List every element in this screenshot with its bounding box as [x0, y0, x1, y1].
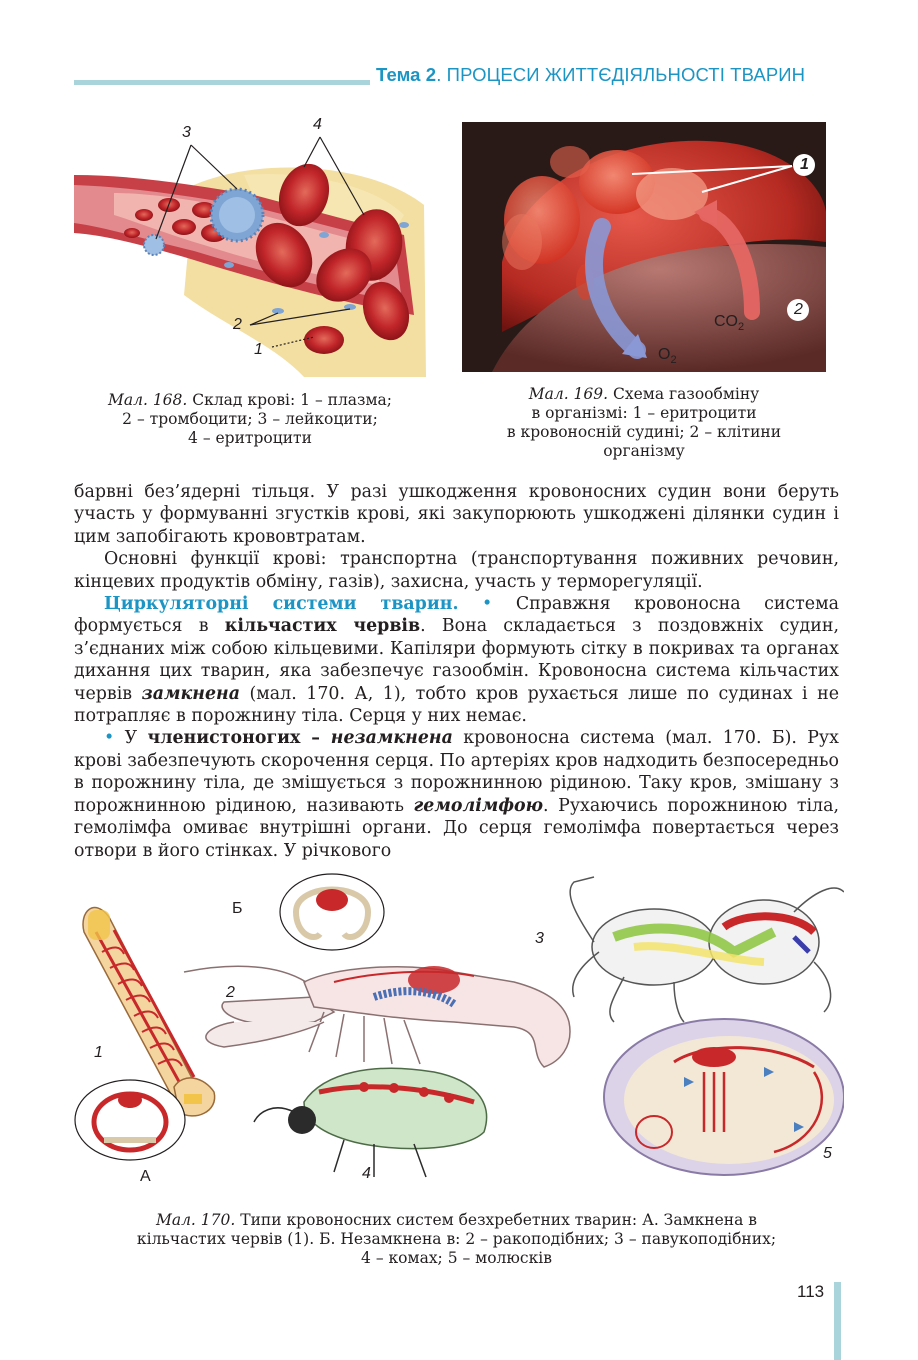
co2-text: CO	[714, 313, 738, 330]
insect-illustration	[254, 1068, 487, 1177]
fig170-num-4: 4	[362, 1165, 371, 1182]
fig168-label-3: 3	[182, 124, 191, 141]
fig170-caption-num: Мал. 170.	[155, 1211, 236, 1229]
p3-bold-term: кільчастих червів	[224, 616, 421, 637]
p4-text-d: кровоносна система (мал. 170. Б). Рух крові забезпечують скорочення серця. По артеріях кров надходить безпосередньо в порожнину тіла, де змішується з порожнинною рідиною. Таку кров, змішану з порожнинною рідиною, називають	[74, 728, 839, 816]
p4-italic-term: незамкнена	[330, 728, 453, 749]
fig169-caption-line3: в кровоносній судині; 2 – клітини	[506, 423, 782, 441]
fig169-co2-label	[714, 313, 744, 333]
figure-168-blood-composition	[74, 115, 426, 377]
p4-text-f: . Рухаючись порожниною тіла, гемолімфа омиває внутрішні органи. До серця гемолімфа повертається через отвори в його стінках. У річкового	[74, 795, 839, 861]
fig170-label-a: А	[140, 1168, 151, 1185]
mollusc-illustration	[604, 1019, 844, 1175]
paragraph-2: Основні функції крові: транспортна (транспортування поживних речовин, кінцевих продуктів обміну, газів), захисна, участь у терморегуляції.	[74, 549, 839, 592]
fig170-num-3: 3	[535, 930, 544, 947]
fig168-caption-line3: 4 – еритроцити	[188, 429, 312, 447]
paragraph-4	[74, 727, 839, 861]
p4-bold-term: членистоногих –	[147, 728, 331, 749]
fig169-caption-line2: в організмі: 1 – еритроцити	[531, 404, 757, 422]
crayfish-illustration	[184, 966, 570, 1067]
p4-text-a: У	[124, 728, 148, 749]
fig170-num-1: 1	[94, 1044, 103, 1061]
fig168-caption-num: Мал. 168.	[107, 391, 188, 409]
fig169-label-1: 1	[800, 156, 809, 173]
paragraph-3	[74, 593, 839, 727]
page-header	[376, 64, 805, 86]
fig169-caption-line4: організму	[603, 442, 685, 460]
fig170-label-b: Б	[232, 900, 243, 917]
fig168-caption-line1: Склад крові: 1 – плазма;	[187, 391, 393, 409]
figure-170-circulatory-systems	[74, 872, 844, 1192]
fig169-caption	[462, 385, 826, 461]
fig170-caption	[74, 1211, 839, 1268]
fig168-label-4: 4	[313, 116, 322, 133]
fig170-caption-line1: Типи кровоносних систем безхребетних тварин: А. Замкнена в	[235, 1211, 758, 1229]
paragraph-1: барвні без’ядерні тільця. У разі ушкодження кровоносних судин вони беруть участь у формуванні згустків крові, які закупорюють ушкоджені ділянки судин і цим запобігають крововтратам.	[74, 482, 839, 547]
fig170-caption-line3: 4 – комах; 5 – молюсків	[361, 1249, 552, 1267]
bullet-dot-2: •	[104, 728, 125, 749]
header-title-text: . ПРОЦЕСИ ЖИТТЄДІЯЛЬНОСТІ ТВАРИН	[436, 64, 806, 85]
fig168-caption-line2: 2 – тромбоцити; 3 – лейкоцити;	[122, 410, 378, 428]
p3-text-a: Справжня кровоносна система формується в	[74, 594, 839, 637]
fig169-o2-label	[658, 346, 677, 366]
spider-illustration	[570, 877, 844, 1022]
fig169-caption-line1: Схема газообміну	[608, 385, 760, 403]
bullet-dot: •	[458, 594, 516, 615]
fig170-num-2: 2	[226, 984, 235, 1001]
o2-text: O	[658, 346, 671, 363]
fig169-label-2: 2	[794, 301, 803, 318]
fig168-label-1: 1	[254, 341, 263, 358]
p3-text-e: (мал. 170. А, 1), тобто кров рухається лише по судинах і не потрапляє в порожнину тіла. Серця у них немає.	[74, 683, 840, 727]
closed-system-diagram	[75, 1080, 185, 1160]
body-text	[74, 481, 839, 862]
o2-subscript: 2	[670, 354, 677, 367]
header-topic: Тема 2	[376, 64, 437, 85]
fig169-caption-num: Мал. 169.	[528, 385, 609, 403]
figure-169-gas-exchange	[462, 122, 826, 372]
page-side-bar	[834, 1282, 841, 1360]
p3-text-c: . Вона складається з поздовжніх судин, з’єднаних між собою кільцевими. Капіляри формують сітку в покривах та органах дихання цих тварин, яка забезпечує газообмін. Кровоносна система кільчастих червів	[74, 616, 839, 704]
fig170-num-5: 5	[823, 1145, 832, 1162]
section-heading: Циркуляторні системи тварин.	[104, 594, 459, 615]
fig170-caption-line2: кільчастих червів (1). Б. Незамкнена в: 2 – ракоподібних; 3 – павукоподібних;	[136, 1230, 777, 1248]
fig168-caption	[74, 391, 426, 448]
p4-italic-term-2: гемолімфою	[413, 795, 544, 816]
page-number: 113	[797, 1282, 825, 1301]
co2-subscript: 2	[738, 321, 745, 334]
p3-italic-term: замкнена	[141, 683, 240, 704]
open-system-diagram	[280, 874, 384, 950]
header-rule	[74, 80, 370, 85]
fig168-label-2: 2	[233, 316, 242, 333]
